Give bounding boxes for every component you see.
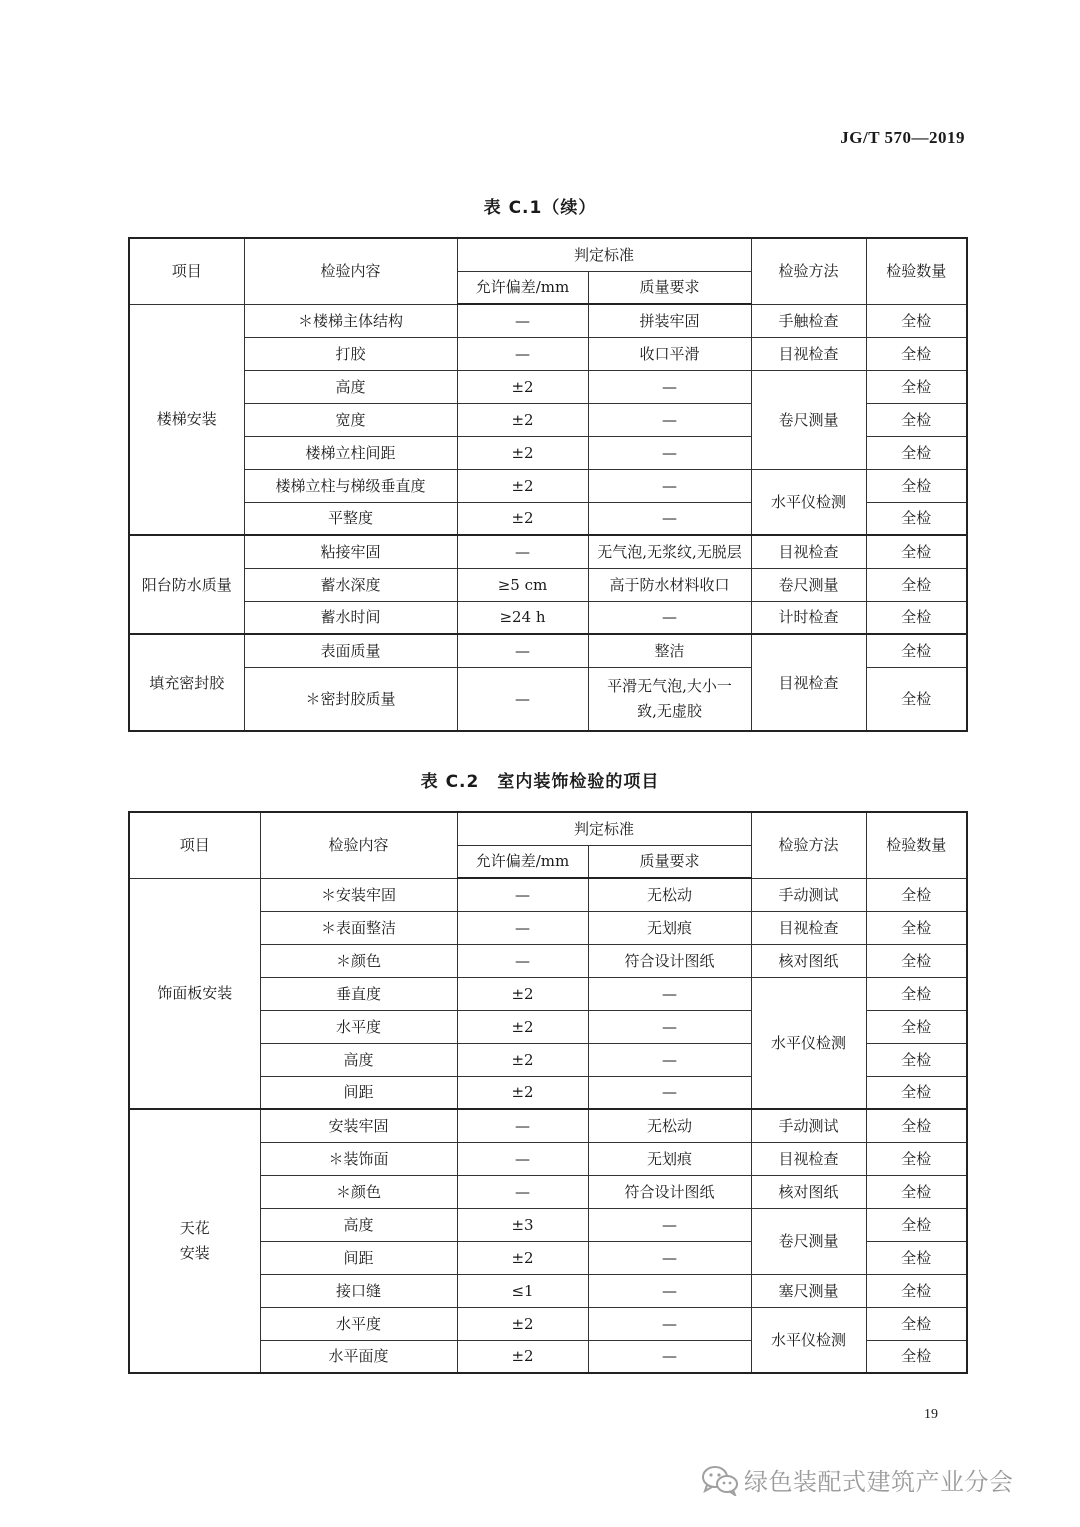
cell-content: 高度	[260, 1043, 457, 1076]
cell-content: 水平面度	[260, 1340, 457, 1373]
cell-quality: —	[588, 370, 751, 403]
table-row	[129, 634, 967, 667]
header-quantity: 检验数量	[866, 812, 967, 878]
cell-quality: 平滑无气泡,大小一致,无虚胶	[588, 667, 751, 731]
cell-quantity: 全检	[866, 436, 967, 469]
cell-deviation: —	[457, 944, 588, 977]
cell-deviation: ≤1	[457, 1274, 588, 1307]
cell-method: 核对图纸	[751, 944, 866, 977]
header-deviation: 允许偏差/mm	[457, 271, 588, 304]
header-method: 检验方法	[751, 238, 866, 304]
cell-content: 表面质量	[244, 634, 457, 667]
cell-method: 卷尺测量	[751, 568, 866, 601]
cell-quality: —	[588, 601, 751, 634]
cell-content: 垂直度	[260, 977, 457, 1010]
cell-quality: —	[588, 436, 751, 469]
table-c2-caption: 表 C.2 室内装饰检验的项目	[420, 772, 660, 792]
cell-quantity: 全检	[866, 568, 967, 601]
cell-quality: 无划痕	[588, 911, 751, 944]
cell-method: 水平仪检测	[751, 977, 866, 1109]
cell-method: 计时检查	[751, 601, 866, 634]
cell-deviation: ±2	[457, 1076, 588, 1109]
header-method: 检验方法	[751, 812, 866, 878]
cell-quantity: 全检	[866, 370, 967, 403]
cell-deviation: —	[457, 878, 588, 911]
cell-content: ＊密封胶质量	[244, 667, 457, 731]
cell-quantity: 全检	[866, 1010, 967, 1043]
cell-deviation: ±2	[457, 469, 588, 502]
cell-content: 平整度	[244, 502, 457, 535]
cell-content: 水平度	[260, 1010, 457, 1043]
header-deviation: 允许偏差/mm	[457, 845, 588, 878]
cell-content: 接口缝	[260, 1274, 457, 1307]
cell-quality: 无松动	[588, 878, 751, 911]
cell-content: 粘接牢固	[244, 535, 457, 568]
cell-content: 宽度	[244, 403, 457, 436]
cell-quality: —	[588, 1043, 751, 1076]
cell-deviation: ±2	[457, 403, 588, 436]
cell-method: 塞尺测量	[751, 1274, 866, 1307]
cell-quality: 无划痕	[588, 1142, 751, 1175]
cell-deviation: —	[457, 337, 588, 370]
cell-quantity: 全检	[866, 304, 967, 337]
cell-quantity: 全检	[866, 601, 967, 634]
cell-quantity: 全检	[866, 911, 967, 944]
cell-deviation: ±2	[457, 1340, 588, 1373]
cell-quality: 收口平滑	[588, 337, 751, 370]
cell-quantity: 全检	[866, 469, 967, 502]
cell-method: 目视检查	[751, 634, 866, 731]
cell-deviation: ≥24 h	[457, 601, 588, 634]
cell-content: ＊颜色	[260, 944, 457, 977]
cell-content: 水平度	[260, 1307, 457, 1340]
header-item: 项目	[129, 238, 244, 304]
cell-deviation: —	[457, 667, 588, 731]
cell-content: 间距	[260, 1076, 457, 1109]
wechat-icon	[700, 1464, 740, 1496]
cell-quantity: 全检	[866, 634, 967, 667]
cell-content: ＊装饰面	[260, 1142, 457, 1175]
cell-quantity: 全检	[866, 977, 967, 1010]
table-row	[129, 469, 967, 502]
table-row	[129, 601, 967, 634]
cell-content: 打胶	[244, 337, 457, 370]
cell-quantity: 全检	[866, 1241, 967, 1274]
cell-quantity: 全检	[866, 535, 967, 568]
cell-quality: —	[588, 1208, 751, 1241]
cell-quality: —	[588, 1241, 751, 1274]
cell-deviation: ±2	[457, 1241, 588, 1274]
cell-quantity: 全检	[866, 878, 967, 911]
cell-method: 核对图纸	[751, 1175, 866, 1208]
cell-method: 水平仪检测	[751, 1307, 866, 1373]
cell-deviation: ±2	[457, 1307, 588, 1340]
cell-method: 手触检查	[751, 304, 866, 337]
cell-content: 蓄水深度	[244, 568, 457, 601]
cell-content: 蓄水时间	[244, 601, 457, 634]
cell-quantity: 全检	[866, 1109, 967, 1142]
cell-quality: —	[588, 1340, 751, 1373]
cell-deviation: ±2	[457, 370, 588, 403]
header-criteria: 判定标准	[457, 812, 751, 845]
cell-content: 高度	[260, 1208, 457, 1241]
cell-deviation: —	[457, 1142, 588, 1175]
cell-quantity: 全检	[866, 403, 967, 436]
cell-quality: 符合设计图纸	[588, 944, 751, 977]
header-content: 检验内容	[244, 238, 457, 304]
cell-method: 水平仪检测	[751, 469, 866, 535]
cell-deviation: ±2	[457, 1010, 588, 1043]
table-c1-caption: 表 C.1（续）	[483, 198, 597, 218]
cell-content: 高度	[244, 370, 457, 403]
cell-quality: —	[588, 469, 751, 502]
header-quality: 质量要求	[588, 271, 751, 304]
group-name: 阳台防水质量	[129, 535, 244, 634]
header-quantity: 检验数量	[866, 238, 967, 304]
cell-deviation: —	[457, 1109, 588, 1142]
cell-quantity: 全检	[866, 1175, 967, 1208]
table-row	[129, 304, 967, 337]
header-criteria: 判定标准	[457, 238, 751, 271]
cell-quantity: 全检	[866, 1307, 967, 1340]
cell-quantity: 全检	[866, 1208, 967, 1241]
standard-code: JG/T 570—2019	[840, 128, 965, 147]
cell-deviation: ±2	[457, 502, 588, 535]
cell-quality: —	[588, 403, 751, 436]
cell-content: ＊颜色	[260, 1175, 457, 1208]
table-row	[129, 568, 967, 601]
cell-deviation: ±2	[457, 1043, 588, 1076]
cell-method: 手动测试	[751, 878, 866, 911]
cell-content: 楼梯立柱间距	[244, 436, 457, 469]
cell-content: 楼梯立柱与梯级垂直度	[244, 469, 457, 502]
cell-content: 安装牢固	[260, 1109, 457, 1142]
group-name	[129, 1109, 260, 1373]
cell-quality: 符合设计图纸	[588, 1175, 751, 1208]
cell-content: ＊表面整洁	[260, 911, 457, 944]
cell-quality: 高于防水材料收口	[588, 568, 751, 601]
cell-quality: 无气泡,无浆纹,无脱层	[588, 535, 751, 568]
table-row	[129, 1109, 967, 1142]
cell-quality: —	[588, 1274, 751, 1307]
cell-quality: —	[588, 1010, 751, 1043]
cell-quality: —	[588, 977, 751, 1010]
cell-content: ＊楼梯主体结构	[244, 304, 457, 337]
cell-deviation: —	[457, 535, 588, 568]
cell-deviation: —	[457, 1175, 588, 1208]
cell-quality: —	[588, 1307, 751, 1340]
cell-deviation: ±2	[457, 436, 588, 469]
cell-method: 目视检查	[751, 1142, 866, 1175]
watermark	[700, 1462, 1014, 1497]
cell-quality: —	[588, 1076, 751, 1109]
cell-quality: —	[588, 502, 751, 535]
table-row	[129, 535, 967, 568]
table-c2	[128, 811, 968, 1374]
cell-method: 卷尺测量	[751, 1208, 866, 1274]
cell-quantity: 全检	[866, 1142, 967, 1175]
cell-quality: 整洁	[588, 634, 751, 667]
table-row	[129, 370, 967, 403]
header-item: 项目	[129, 812, 260, 878]
group-name-line: 天花	[179, 1219, 210, 1237]
header-quality: 质量要求	[588, 845, 751, 878]
cell-deviation: —	[457, 911, 588, 944]
cell-method: 目视检查	[751, 337, 866, 370]
group-name: 饰面板安装	[129, 878, 260, 1109]
cell-deviation: —	[457, 634, 588, 667]
cell-deviation: ≥5 cm	[457, 568, 588, 601]
header-content: 检验内容	[260, 812, 457, 878]
table-row	[129, 337, 967, 370]
cell-quantity: 全检	[866, 1076, 967, 1109]
group-name: 楼梯安装	[129, 304, 244, 535]
cell-quantity: 全检	[866, 667, 967, 731]
cell-quantity: 全检	[866, 337, 967, 370]
cell-deviation: —	[457, 304, 588, 337]
cell-method: 目视检查	[751, 535, 866, 568]
cell-quantity: 全检	[866, 502, 967, 535]
cell-quantity: 全检	[866, 1274, 967, 1307]
cell-quantity: 全检	[866, 1340, 967, 1373]
cell-quality: 无松动	[588, 1109, 751, 1142]
cell-quantity: 全检	[866, 1043, 967, 1076]
group-name-line: 安装	[179, 1244, 210, 1262]
cell-method: 目视检查	[751, 911, 866, 944]
group-name: 填充密封胶	[129, 634, 244, 731]
cell-deviation: ±3	[457, 1208, 588, 1241]
watermark-text: 绿色装配式建筑产业分会	[744, 1468, 1014, 1496]
cell-quantity: 全检	[866, 944, 967, 977]
table-row	[129, 878, 967, 911]
cell-method: 手动测试	[751, 1109, 866, 1142]
page-number: 19	[924, 1407, 938, 1422]
cell-quality: 拼装牢固	[588, 304, 751, 337]
cell-content: 间距	[260, 1241, 457, 1274]
cell-deviation: ±2	[457, 977, 588, 1010]
cell-method: 卷尺测量	[751, 370, 866, 469]
cell-content: ＊安装牢固	[260, 878, 457, 911]
table-c1	[128, 237, 968, 732]
